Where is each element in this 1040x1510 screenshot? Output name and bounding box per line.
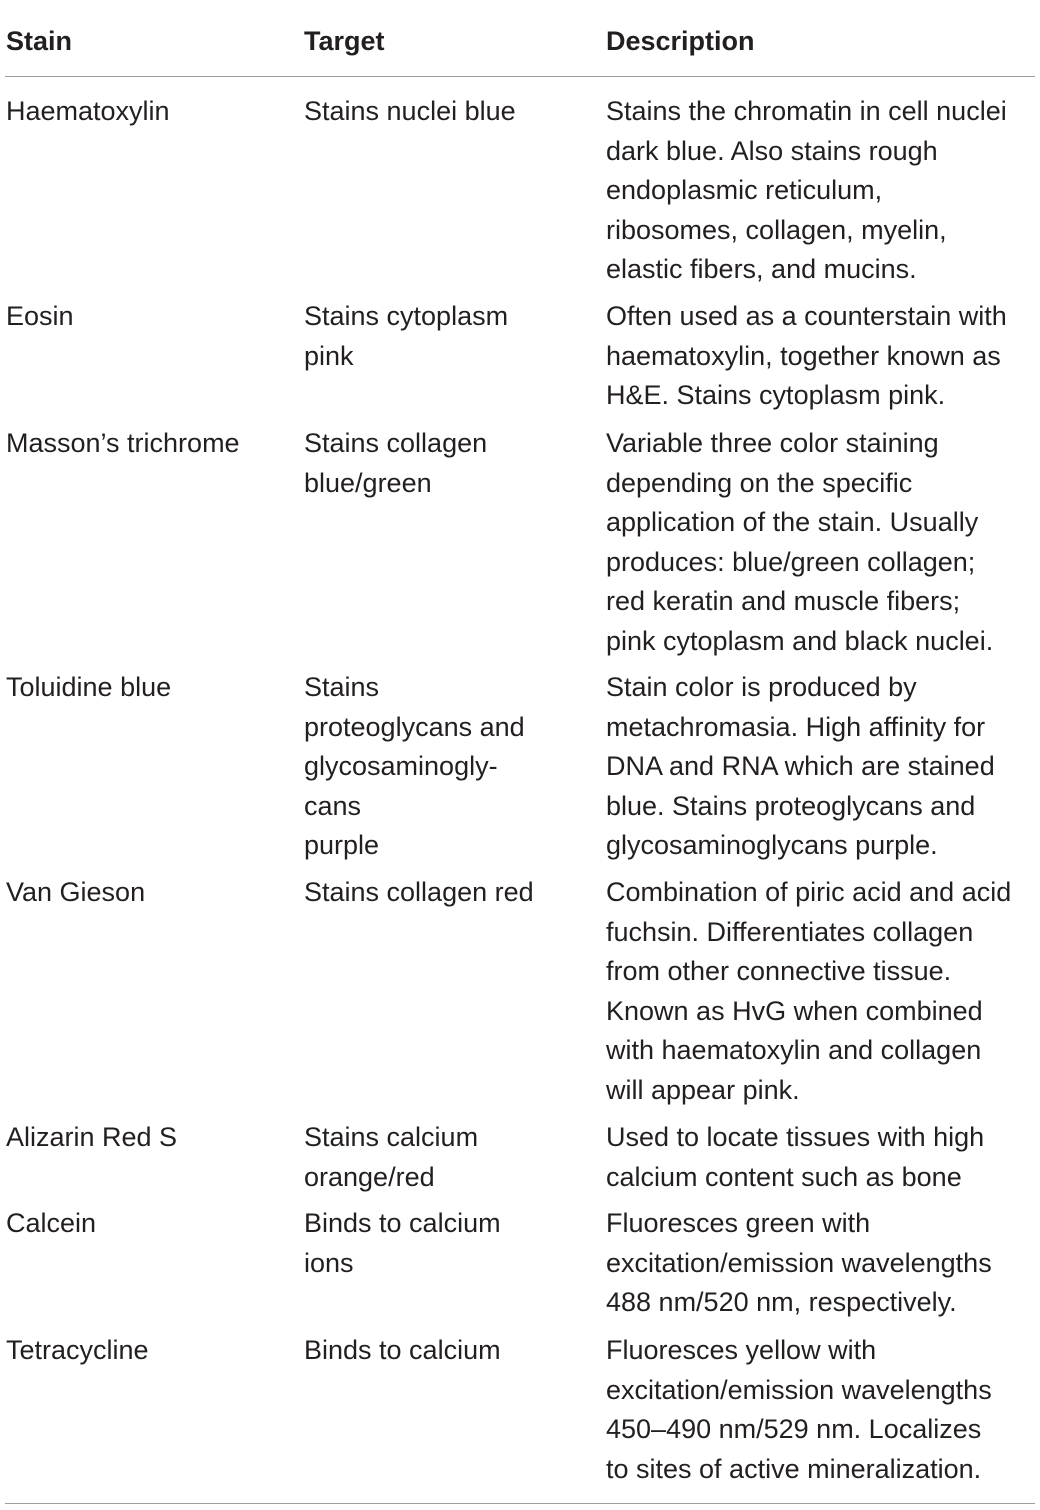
cell-target: Stains collagen blue/green: [304, 428, 488, 498]
cell-stain: Haematoxylin: [6, 96, 170, 126]
cell-stain: Eosin: [6, 301, 74, 331]
cell-target: Stains cytoplasm pink: [304, 301, 509, 371]
cell-stain: Masson’s trichrome: [6, 428, 240, 458]
cell-description: Fluoresces yellow with excitation/emission wavelengths 450–490 nm/529 nm. Localizes to sites of active mineralization.: [606, 1335, 992, 1484]
cell-stain: Alizarin Red S: [6, 1122, 178, 1152]
header-divider: [5, 76, 1035, 77]
cell-target: Stains collagen red: [304, 877, 534, 907]
cell-stain: Van Gieson: [6, 877, 146, 907]
cell-target: Stains nuclei blue: [304, 96, 516, 126]
cell-target: Binds to calcium ions: [304, 1208, 501, 1278]
header-target: Target: [304, 26, 385, 56]
cell-description: Stains the chromatin in cell nuclei dark blue. Also stains rough endoplasmic reticulum, ribosomes, collagen, myelin, elastic fibers, and mucins.: [606, 96, 1007, 284]
header-description: Description: [606, 26, 755, 56]
cell-description: Combination of piric acid and acid fuchsin. Differentiates collagen from other connective tissue. Known as HvG when combined with haematoxylin and collagen will appear pink.: [606, 877, 1012, 1105]
cell-description: Often used as a counterstain with haematoxylin, together known as H&E. Stains cytoplasm pink.: [606, 301, 1007, 410]
cell-target: Stains proteoglycans and glycosaminogly- cans purple: [304, 672, 525, 860]
cell-stain: Calcein: [6, 1208, 97, 1238]
header-stain: Stain: [6, 26, 73, 56]
cell-target: Binds to calcium: [304, 1335, 501, 1365]
cell-stain: Toluidine blue: [6, 672, 172, 702]
cell-stain: Tetracycline: [6, 1335, 149, 1365]
cell-description: Stain color is produced by metachromasia. High affinity for DNA and RNA which are stained blue. Stains proteoglycans and glycosaminoglycans purple.: [606, 672, 995, 860]
cell-description: Used to locate tissues with high calcium content such as bone: [606, 1122, 985, 1192]
cell-description: Variable three color staining depending on the specific application of the stain. Usually produces: blue/green collagen; red keratin and muscle fibers; pink cytoplasm and black nuclei.: [606, 428, 994, 656]
cell-description: Fluoresces green with excitation/emission wavelengths 488 nm/520 nm, respectively.: [606, 1208, 992, 1317]
table-header-row: [0, 0, 1040, 78]
cell-target: Stains calcium orange/red: [304, 1122, 479, 1192]
table-bottom-divider: [5, 1503, 1035, 1504]
